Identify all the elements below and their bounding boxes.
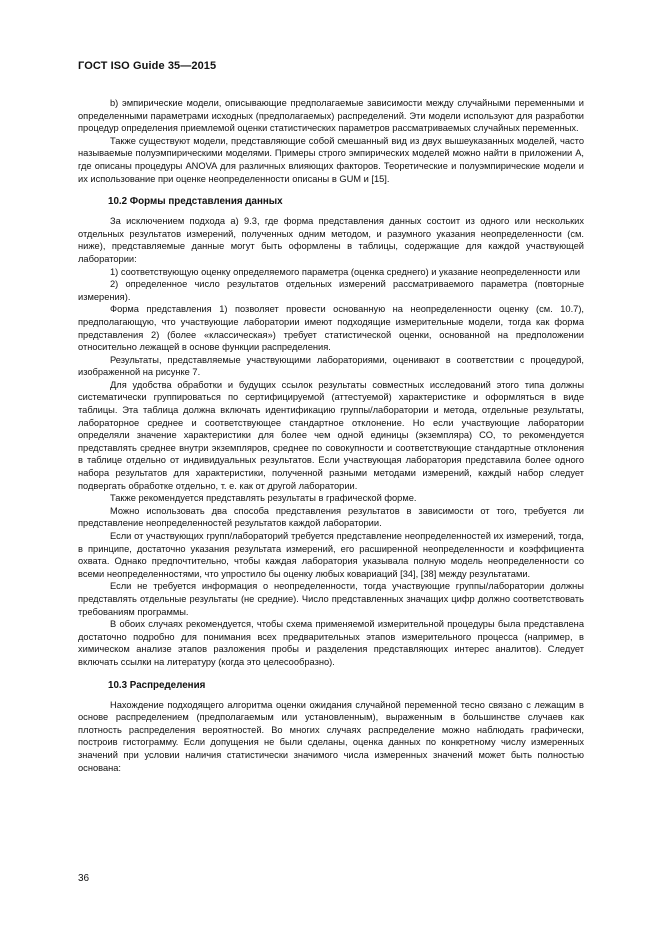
paragraph: Если от участвующих групп/лабораторий требуется представление неопределенностей их измерений, тогда, в принципе, достаточно указания результата измерений, его расширенной неопределенности и коэффициента охвата. Однако предпочтительно, чтобы каждая лаборатория указывала полную модель неопределенности со всеми неопределенностями, что упростило бы оценку любых ковариаций [34], [38] между результатами. [78,531,584,579]
paragraph: Также рекомендуется представлять результаты в графической форме. [110,493,417,504]
paragraph: Если не требуется информация о неопределенности, тогда участвующие группы/лаборатории должны представлять отдельные результаты (не средние). Число представленных значащих цифр должно соответствовать требованиям программы. [78,581,584,617]
paragraph: b) эмпирические модели, описывающие предполагаемые зависимости между случайными переменными и определенными параметрами исходных (предполагаемых) распределений. Эти модели используют для разработки процедур определения приемлемой оценки статистических параметров рассматриваемых случайных переменных. [78,98,584,134]
paragraph: Нахождение подходящего алгоритма оценки ожидания случайной переменной тесно связано с лежащим в основе распределением (предполагаемым или установленным), выраженным в большинстве случаев как плотность распределения вероятностей. Во многих случаях распределение можно наблюдать графически, построив гистограмму. Если допущения не были сделаны, оценка данных по конкретному числу измеренных значений при условии наличия статистически значимого числа измеренных значений может быть полностью основана: [78,699,584,773]
paragraph: Для удобства обработки и будущих ссылок результаты совместных исследований этого типа должны систематически группироваться по сертифицируемой (аттестуемой) характеристике и оформляться в виде таблицы. Эта таблица должна включать идентификацию группы/лаборатории и метода, отдельные результаты, лабораторное среднее и соответствующее стандартное отклонение. Но если участвующие лаборатории определяли значение характеристики для более чем одной единицы (экземпляра) СО, то рекомендуется представлять среднее внутри экземпляров, среднее по совокупности и соответствующие стандартные отклонения в таблице отдельно от индивидуальных результатов. Если участвующая лаборатория представила более одного набора результатов для характеристики, полученной разными методами измерений, каждый набор следует подвергать обработке отдельно, т. е. как от другой лаборатории. [78,379,584,491]
paragraph: За исключением подхода а) 9.3, где форма представления данных состоит из одного или нескольких отдельных результатов измерений, полученных одним методом, и разумного указания неопределенности (см. ниже), представляемые данные могут быть оформлены в таблицы, содержащие для каждой участвующей лаборатории: [78,216,584,264]
section-heading: 10.2 Формы представления данных [108,196,283,208]
paragraph: 2) определенное число результатов отдельных измерений рассматриваемого параметра (повторные измерения). [78,279,584,302]
paragraph: 1) соответствующую оценку определяемого параметра (оценка среднего) и указание неопределенности или [110,266,581,277]
section-heading: 10.3 Распределения [108,679,206,691]
paragraph: Результаты, представляемые участвующими лабораториями, оценивают в соответствии с процедурой, изображенной на рисунке 7. [78,354,584,378]
document-body [78,97,584,774]
page-number: 36 [78,873,90,884]
paragraph: Форма представления 1) позволяет провести основанную на неопределенности оценку (см. 10.7), предполагающую, что участвующие лаборатории имеют подходящие измерительные модели, тогда как форма представления 2) (более «классическая») требует статистической оценки, основанной на предположении относительно лежащей в основе функции распределения. [78,304,584,353]
paragraph: Можно использовать два способа представления результатов в зависимости от того, требуется ли представление неопределенностей результатов каждой лаборатории. [78,505,584,529]
document-header: ГОСТ ISO Guide 35—2015 [78,60,217,72]
paragraph: Также существуют модели, представляющие собой смешанный вид из двух вышеуказанных моделей, часто называемые полуэмпирическими моделями. Примеры строго эмпирических моделей можно найти в приложении А, где описаны процедуры ANOVA для различных влияющих факторов. Теоретические и полуэмпирические модели и их использование при оценке неопределенности описаны в GUM и [15]. [78,135,584,184]
paragraph: В обоих случаях рекомендуется, чтобы схема применяемой измерительной процедуры была представлена достаточно подробно для понимания всех предварительных этапов измерительного процесса (например, в химическом анализе этапов разложения пробы и разделения представляющих интерес аналитов). Следует включать ссылки на литературу (когда это целесообразно). [78,619,584,667]
